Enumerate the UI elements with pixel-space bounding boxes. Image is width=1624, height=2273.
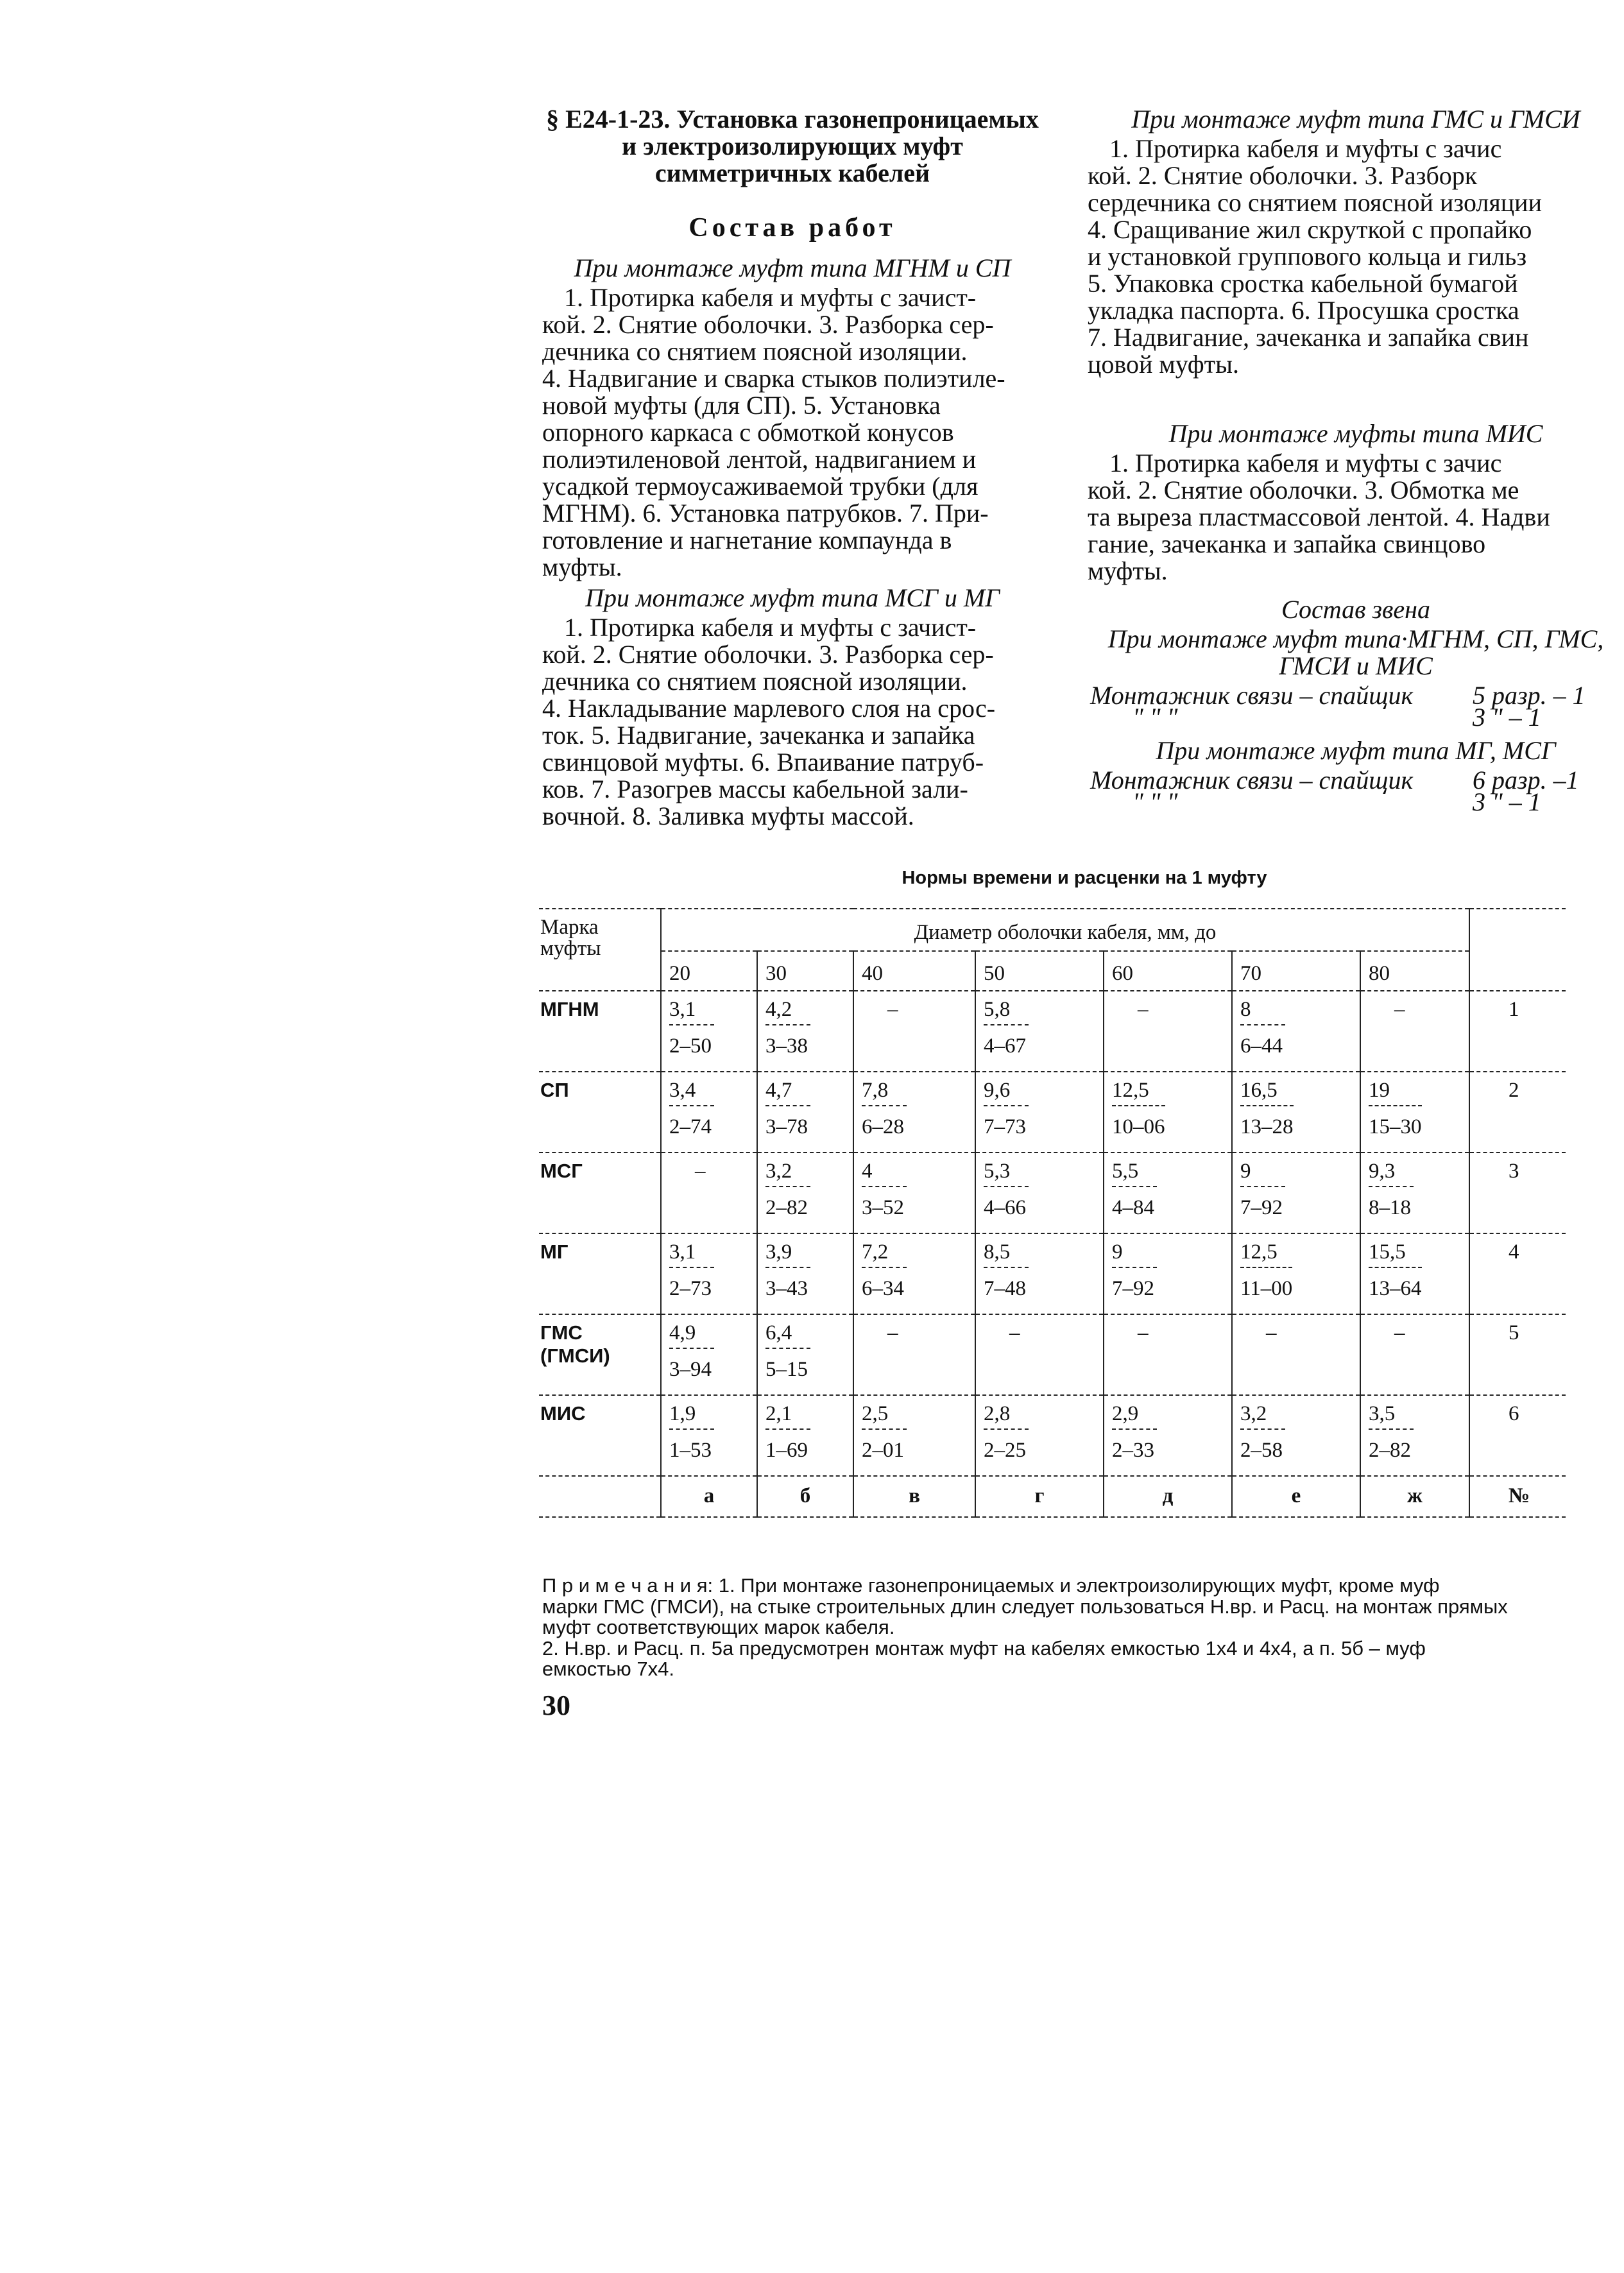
diameter-value: 50	[984, 962, 1005, 985]
value-cell	[975, 1233, 1104, 1314]
norm-fraction	[862, 1240, 907, 1301]
text-line: МГНМ). 6. Установка патрубков. 7. При-	[542, 499, 989, 528]
norm-fraction	[1112, 1240, 1157, 1301]
column-letter	[1360, 1476, 1469, 1517]
value-cell	[661, 1233, 757, 1314]
time-norm: 12,5	[1112, 1079, 1165, 1106]
text-line: кой. 2. Снятие оболочки. 3. Разборка сер-	[542, 640, 994, 669]
text-line: дечника со снятием поясной изоляции.	[542, 667, 968, 696]
empty-dash: –	[1138, 1321, 1149, 1344]
subheading-gms-gmsi: При монтаже муфт типа ГМС и ГМСИ	[1131, 106, 1580, 133]
row-label-cell	[539, 1153, 661, 1233]
rate-value: 3–52	[862, 1196, 904, 1219]
footer-row	[539, 1476, 1566, 1517]
time-norm: 9,3	[1369, 1160, 1414, 1187]
text-line: опорного каркаса с обмоткой конусов	[542, 418, 954, 447]
time-norm: 16,5	[1240, 1079, 1294, 1106]
value-cell	[757, 1153, 853, 1233]
norm-fraction	[765, 1160, 810, 1220]
col-label	[539, 909, 661, 991]
value-cell	[1104, 1395, 1232, 1476]
left-column	[542, 106, 1043, 830]
value-cell	[1360, 1072, 1469, 1153]
value-cell	[975, 991, 1104, 1072]
diameter-cell	[975, 951, 1104, 991]
note-line: емкостью 7х4.	[542, 1658, 675, 1681]
empty-dash: –	[1266, 1321, 1277, 1344]
time-norm: 3,4	[669, 1079, 714, 1106]
crew-grade: 3 " – 1	[1473, 787, 1541, 816]
diameter-cell	[853, 951, 975, 991]
row-label-cell	[539, 1314, 661, 1395]
row-number: 3	[1509, 1160, 1519, 1183]
text-line: укладка паспорта. 6. Просушка сростка	[1088, 296, 1519, 325]
empty-dash: –	[1394, 1321, 1405, 1344]
time-norm: 4,2	[765, 998, 810, 1025]
norm-fraction	[1240, 1402, 1285, 1462]
diameter-value: 80	[1369, 962, 1390, 985]
text-line: 4. Накладывание марлевого слоя на срос-	[542, 694, 996, 723]
time-norm: 9	[1112, 1240, 1157, 1268]
works-list-msg-mg	[542, 614, 1043, 830]
subheading-mgnm-sp: При монтаже муфт типа МГНМ и СП	[574, 253, 1011, 283]
value-cell	[661, 1153, 757, 1233]
value-cell	[1232, 1153, 1360, 1233]
rate-value: 7–73	[984, 1115, 1026, 1138]
title-line: и электроизолирующих муфт	[622, 132, 963, 160]
text-line: ток. 5. Надвигание, зачеканка и запайка	[542, 721, 975, 750]
time-norm: 6,4	[765, 1321, 810, 1349]
table-row	[539, 1233, 1566, 1314]
rate-value: 15–30	[1369, 1115, 1422, 1138]
diameter-value: 40	[862, 962, 883, 985]
text-line: вочной. 8. Заливка муфты массой.	[542, 802, 914, 831]
diameter-cell	[1360, 951, 1469, 991]
title-line: § Е24-1-23. Установка газонепроницаемых	[546, 105, 1039, 133]
diameter-cell	[757, 951, 853, 991]
header-row-2	[539, 951, 1566, 991]
time-norm: 8	[1240, 998, 1285, 1025]
norm-fraction	[765, 1240, 810, 1301]
diameter-value: 70	[1240, 962, 1261, 985]
time-norm: 2,8	[984, 1402, 1029, 1430]
row-number: 1	[1509, 998, 1519, 1021]
subheading-mis: При монтаже муфты типа МИС	[1168, 419, 1543, 448]
rate-value: 13–28	[1240, 1115, 1294, 1138]
row-label-cell	[539, 1395, 661, 1476]
norm-fraction	[862, 1079, 907, 1139]
text-line: свинцовой муфты. 6. Впаивание патруб-	[542, 748, 984, 777]
time-norm: 15,5	[1369, 1240, 1422, 1268]
crew-role: Монтажник связи – спайщик	[1090, 681, 1414, 710]
crew-grade: 3 " – 1	[1473, 703, 1541, 732]
table-row	[539, 1153, 1566, 1233]
column-letter	[853, 1476, 975, 1517]
rate-value: 11–00	[1240, 1277, 1293, 1300]
value-cell	[1232, 991, 1360, 1072]
value-cell	[1232, 1314, 1360, 1395]
time-norm: 3,9	[765, 1240, 810, 1268]
text-line: гание, зачеканка и запайка свинцово	[1088, 529, 1486, 558]
value-cell	[1360, 991, 1469, 1072]
text-line: кой. 2. Снятие оболочки. 3. Разборк	[1088, 161, 1478, 190]
table-row	[539, 1072, 1566, 1153]
note-line: марки ГМС (ГМСИ), на стыке строительных длин следует пользоваться Н.вр. и Расц. на монтаж прямых	[542, 1595, 1508, 1618]
norm-fraction	[862, 1160, 907, 1220]
rate-value: 13–64	[1369, 1277, 1422, 1300]
norm-fraction	[984, 1240, 1029, 1301]
norm-fraction	[984, 1402, 1029, 1462]
text-line: 4. Надвигание и сварка стыков полиэтиле-	[542, 364, 1005, 393]
row-number-cell	[1469, 1233, 1566, 1314]
norm-fraction	[862, 1402, 907, 1462]
text-line: новой муфты (для СП). 5. Установка	[542, 391, 941, 420]
rate-value: 2–25	[984, 1439, 1026, 1462]
crew-subheading-2: При монтаже муфт типа МГ, МСГ	[1156, 736, 1556, 765]
works-heading: Состав работ	[688, 213, 896, 243]
norm-fraction	[765, 1079, 810, 1139]
norm-fraction	[1112, 1402, 1157, 1462]
time-norm: 3,2	[765, 1160, 810, 1187]
time-norm: 4,9	[669, 1321, 714, 1349]
rate-value: 7–48	[984, 1277, 1026, 1300]
text-line: 5. Упаковка сростка кабельной бумагой	[1088, 269, 1518, 298]
norm-fraction	[1369, 1079, 1422, 1139]
empty-dash: –	[887, 1321, 898, 1344]
section-title	[542, 106, 1043, 187]
row-label: МГ	[540, 1240, 568, 1263]
row-number: 2	[1509, 1079, 1519, 1102]
row-label: МИС	[540, 1402, 586, 1425]
value-cell	[853, 1072, 975, 1153]
row-label-cell	[539, 1072, 661, 1153]
row-label: МСГ	[540, 1160, 583, 1182]
crew-row	[1088, 704, 1624, 737]
diameter-cell	[1104, 951, 1232, 991]
column-letter	[1232, 1476, 1360, 1517]
column-letter-text: б	[799, 1484, 811, 1507]
row-number: 6	[1509, 1402, 1519, 1425]
text-line: и установкой группового кольца и гильз	[1088, 242, 1527, 271]
time-norm: 5,5	[1112, 1160, 1157, 1187]
value-cell	[661, 1072, 757, 1153]
value-cell	[1360, 1153, 1469, 1233]
norm-fraction	[1240, 1240, 1292, 1301]
empty-dash: –	[1394, 998, 1405, 1021]
time-norm: 2,9	[1112, 1402, 1157, 1430]
column-letter-text: в	[909, 1484, 920, 1507]
text-line: дечника со снятием поясной изоляции.	[542, 337, 968, 366]
time-norm: 4,7	[765, 1079, 810, 1106]
text-line: муфты.	[1088, 556, 1168, 585]
crew-ditto: " " "	[1133, 703, 1178, 732]
subheading-msg-mg: При монтаже муфт типа МСГ и МГ	[585, 583, 1000, 613]
text-line: кой. 2. Снятие оболочки. 3. Обмотка ме	[1088, 476, 1519, 504]
notes	[542, 1575, 1624, 1680]
text-line: муфты.	[542, 553, 622, 582]
column-letter	[975, 1476, 1104, 1517]
num-header	[1469, 909, 1566, 991]
text-line: кой. 2. Снятие оболочки. 3. Разборка сер-	[542, 310, 994, 339]
works-list-gms-gmsi	[1088, 135, 1624, 378]
time-norm: 7,2	[862, 1240, 907, 1268]
rate-value: 2–58	[1240, 1439, 1283, 1462]
column-letter	[757, 1476, 853, 1517]
time-norm: 3,1	[669, 998, 714, 1025]
rate-value: 2–01	[862, 1439, 904, 1462]
row-label-cell	[539, 991, 661, 1072]
empty-dash: –	[887, 998, 898, 1021]
text-line: готовление и нагнетание компаунда в	[542, 526, 952, 555]
empty-dash: –	[1009, 1321, 1020, 1344]
value-cell	[853, 1233, 975, 1314]
row-number-cell	[1469, 1153, 1566, 1233]
value-cell	[1104, 1072, 1232, 1153]
text-line: ГМСИ и МИС	[1279, 651, 1433, 680]
value-cell	[1232, 1395, 1360, 1476]
rate-value: 6–34	[862, 1277, 904, 1300]
diameter-header-text: Диаметр оболочки кабеля, мм, до	[914, 921, 1217, 944]
norm-fraction	[669, 998, 714, 1058]
value-cell	[661, 1314, 757, 1395]
time-norm: 8,5	[984, 1240, 1029, 1268]
rate-value: 1–53	[669, 1439, 712, 1462]
norm-fraction	[1112, 1160, 1157, 1220]
text-line: цовой муфты.	[1088, 350, 1240, 379]
works-list-mis	[1088, 450, 1624, 585]
norm-fraction	[984, 998, 1029, 1058]
column-letter-text: ж	[1407, 1484, 1423, 1507]
note-line: 2. Н.вр. и Расц. п. 5а предусмотрен монтаж муфт на кабелях емкостью 1х4 и 4х4, а п. 5б – муф	[542, 1636, 1426, 1660]
row-label-cell	[539, 1233, 661, 1314]
rate-value: 2–82	[1369, 1439, 1411, 1462]
rate-value: 2–33	[1112, 1439, 1154, 1462]
rate-value: 4–67	[984, 1034, 1026, 1058]
norm-fraction	[669, 1321, 714, 1382]
footer-empty	[539, 1476, 661, 1517]
page-number: 30	[542, 1690, 570, 1721]
value-cell	[1232, 1233, 1360, 1314]
value-cell	[757, 991, 853, 1072]
rate-value: 4–66	[984, 1196, 1026, 1219]
number-sign: №	[1509, 1484, 1530, 1507]
crew-row	[1088, 789, 1624, 819]
empty-dash: –	[1138, 998, 1149, 1021]
rate-value: 10–06	[1112, 1115, 1165, 1138]
norms-table	[539, 908, 1566, 1518]
norm-fraction	[765, 1321, 810, 1382]
column-letter	[661, 1476, 757, 1517]
text-line: усадкой термоусаживаемой трубки (для	[542, 472, 979, 501]
time-norm: 2,1	[765, 1402, 810, 1430]
number-column-label	[1469, 1476, 1566, 1517]
col-label-text: Марка муфты	[540, 916, 601, 960]
value-cell	[975, 1072, 1104, 1153]
column-letter-text: а	[703, 1484, 715, 1507]
text-line: та выреза пластмассовой лентой. 4. Надви	[1088, 502, 1550, 531]
diameter-header	[661, 909, 1469, 951]
rate-value: 4–84	[1112, 1196, 1154, 1219]
norm-fraction	[1369, 1160, 1414, 1220]
text-line: При монтаже муфт типа·МГНМ, СП, ГМС,	[1107, 624, 1604, 653]
value-cell	[1360, 1314, 1469, 1395]
value-cell	[1360, 1395, 1469, 1476]
value-cell	[1104, 1153, 1232, 1233]
time-norm: 7,8	[862, 1079, 907, 1106]
rate-value: 2–50	[669, 1034, 712, 1058]
norm-fraction	[765, 1402, 810, 1462]
value-cell	[1104, 991, 1232, 1072]
crew-subheading-1	[1088, 626, 1624, 680]
time-norm: 9,6	[984, 1079, 1029, 1106]
rate-value: 2–73	[669, 1277, 712, 1300]
time-norm: 5,3	[984, 1160, 1029, 1187]
rate-value: 7–92	[1240, 1196, 1283, 1219]
diameter-cell	[661, 951, 757, 991]
value-cell	[661, 1395, 757, 1476]
norm-fraction	[984, 1079, 1029, 1139]
title-line: симметричных кабелей	[654, 159, 930, 187]
row-number: 4	[1509, 1240, 1519, 1264]
rate-value: 6–44	[1240, 1034, 1283, 1058]
time-norm: 4	[862, 1160, 907, 1187]
norm-fraction	[1240, 998, 1285, 1058]
value-cell	[975, 1153, 1104, 1233]
rate-value: 3–38	[765, 1034, 808, 1058]
rate-value: 5–15	[765, 1358, 808, 1381]
value-cell	[757, 1233, 853, 1314]
value-cell	[853, 1314, 975, 1395]
text-line: 1. Протирка кабеля и муфты с зачис	[1109, 449, 1502, 477]
row-label: СП	[540, 1079, 569, 1101]
rate-value: 3–78	[765, 1115, 808, 1138]
text-line: ков. 7. Разогрев массы кабельной зали-	[542, 775, 968, 804]
time-norm: 5,8	[984, 998, 1029, 1025]
time-norm: 9	[1240, 1160, 1285, 1187]
diameter-value: 20	[669, 962, 690, 985]
rate-value: 3–94	[669, 1358, 712, 1381]
row-label: ГМС (ГМСИ)	[540, 1321, 610, 1367]
time-norm: 1,9	[669, 1402, 714, 1430]
rate-value: 7–92	[1112, 1277, 1154, 1300]
rate-value: 1–69	[765, 1439, 808, 1462]
row-label: МГНМ	[540, 998, 599, 1020]
rate-value: 8–18	[1369, 1196, 1411, 1219]
norm-fraction	[765, 998, 810, 1058]
value-cell	[853, 1153, 975, 1233]
table-caption: Нормы времени и расценки на 1 муфту	[902, 868, 1267, 888]
value-cell	[757, 1072, 853, 1153]
text-line: 7. Надвигание, зачеканка и запайка свин	[1088, 323, 1529, 352]
note-line: П р и м е ч а н и я: 1. При монтаже газонепроницаемых и электроизолирующих муфт, кроме муф	[542, 1574, 1440, 1597]
row-number-cell	[1469, 1395, 1566, 1476]
table-row	[539, 1314, 1566, 1395]
empty-dash: –	[695, 1160, 706, 1183]
text-line: 1. Протирка кабеля и муфты с зачист-	[564, 613, 977, 642]
norm-fraction	[1240, 1079, 1294, 1139]
value-cell	[975, 1314, 1104, 1395]
norm-fraction	[1369, 1240, 1422, 1301]
value-cell	[661, 991, 757, 1072]
time-norm: 3,1	[669, 1240, 714, 1268]
crew-role: Монтажник связи – спайщик	[1090, 766, 1414, 794]
row-number-cell	[1469, 991, 1566, 1072]
norm-fraction	[669, 1402, 714, 1462]
crew-grade: 5 разр. – 1	[1473, 681, 1586, 710]
works-list-mgnm-sp	[542, 284, 1043, 581]
norm-fraction	[669, 1240, 714, 1301]
column-letter-text: д	[1162, 1484, 1174, 1507]
row-number-cell	[1469, 1072, 1566, 1153]
rate-value: 6–28	[862, 1115, 904, 1138]
time-norm: 3,5	[1369, 1402, 1414, 1430]
rate-value: 2–82	[765, 1196, 808, 1219]
row-number-cell	[1469, 1314, 1566, 1395]
norm-fraction	[1112, 1079, 1165, 1139]
column-letter-text: е	[1291, 1484, 1301, 1507]
value-cell	[757, 1314, 853, 1395]
text-line: полиэтиленовой лентой, надвиганием и	[542, 445, 977, 474]
note-line: муфт соответствующих марок кабеля.	[542, 1616, 895, 1639]
diameter-value: 30	[765, 962, 787, 985]
value-cell	[1232, 1072, 1360, 1153]
norm-fraction	[984, 1160, 1029, 1220]
table-row	[539, 991, 1566, 1072]
value-cell	[1104, 1314, 1232, 1395]
value-cell	[1104, 1233, 1232, 1314]
value-cell	[853, 1395, 975, 1476]
time-norm: 19	[1369, 1079, 1422, 1106]
column-letter-text: г	[1034, 1484, 1045, 1507]
rate-value: 2–74	[669, 1115, 712, 1138]
norm-fraction	[669, 1079, 714, 1139]
time-norm: 3,2	[1240, 1402, 1285, 1430]
text-line: 1. Протирка кабеля и муфты с зачист-	[564, 283, 977, 313]
value-cell	[1360, 1233, 1469, 1314]
text-line: 1. Протирка кабеля и муфты с зачис	[1109, 134, 1502, 163]
value-cell	[853, 991, 975, 1072]
right-column	[1088, 106, 1624, 819]
column-letter	[1104, 1476, 1232, 1517]
table-row	[539, 1395, 1566, 1476]
norm-fraction	[1240, 1160, 1285, 1220]
time-norm: 12,5	[1240, 1240, 1292, 1268]
value-cell	[975, 1395, 1104, 1476]
text-line: 4. Сращивание жил скруткой с пропайко	[1088, 215, 1532, 244]
diameter-cell	[1232, 951, 1360, 991]
text-line: сердечника со снятием поясной изоляции	[1088, 188, 1542, 217]
norm-fraction	[1369, 1402, 1414, 1462]
row-number: 5	[1509, 1321, 1519, 1344]
value-cell	[757, 1395, 853, 1476]
crew-ditto: " " "	[1133, 787, 1178, 816]
diameter-value: 60	[1112, 962, 1133, 985]
rate-value: 3–43	[765, 1277, 808, 1300]
crew-heading: Состав звена	[1281, 595, 1430, 624]
time-norm: 2,5	[862, 1402, 907, 1430]
crew-grade: 6 разр. –1	[1473, 766, 1579, 794]
header-row-1	[539, 909, 1566, 951]
